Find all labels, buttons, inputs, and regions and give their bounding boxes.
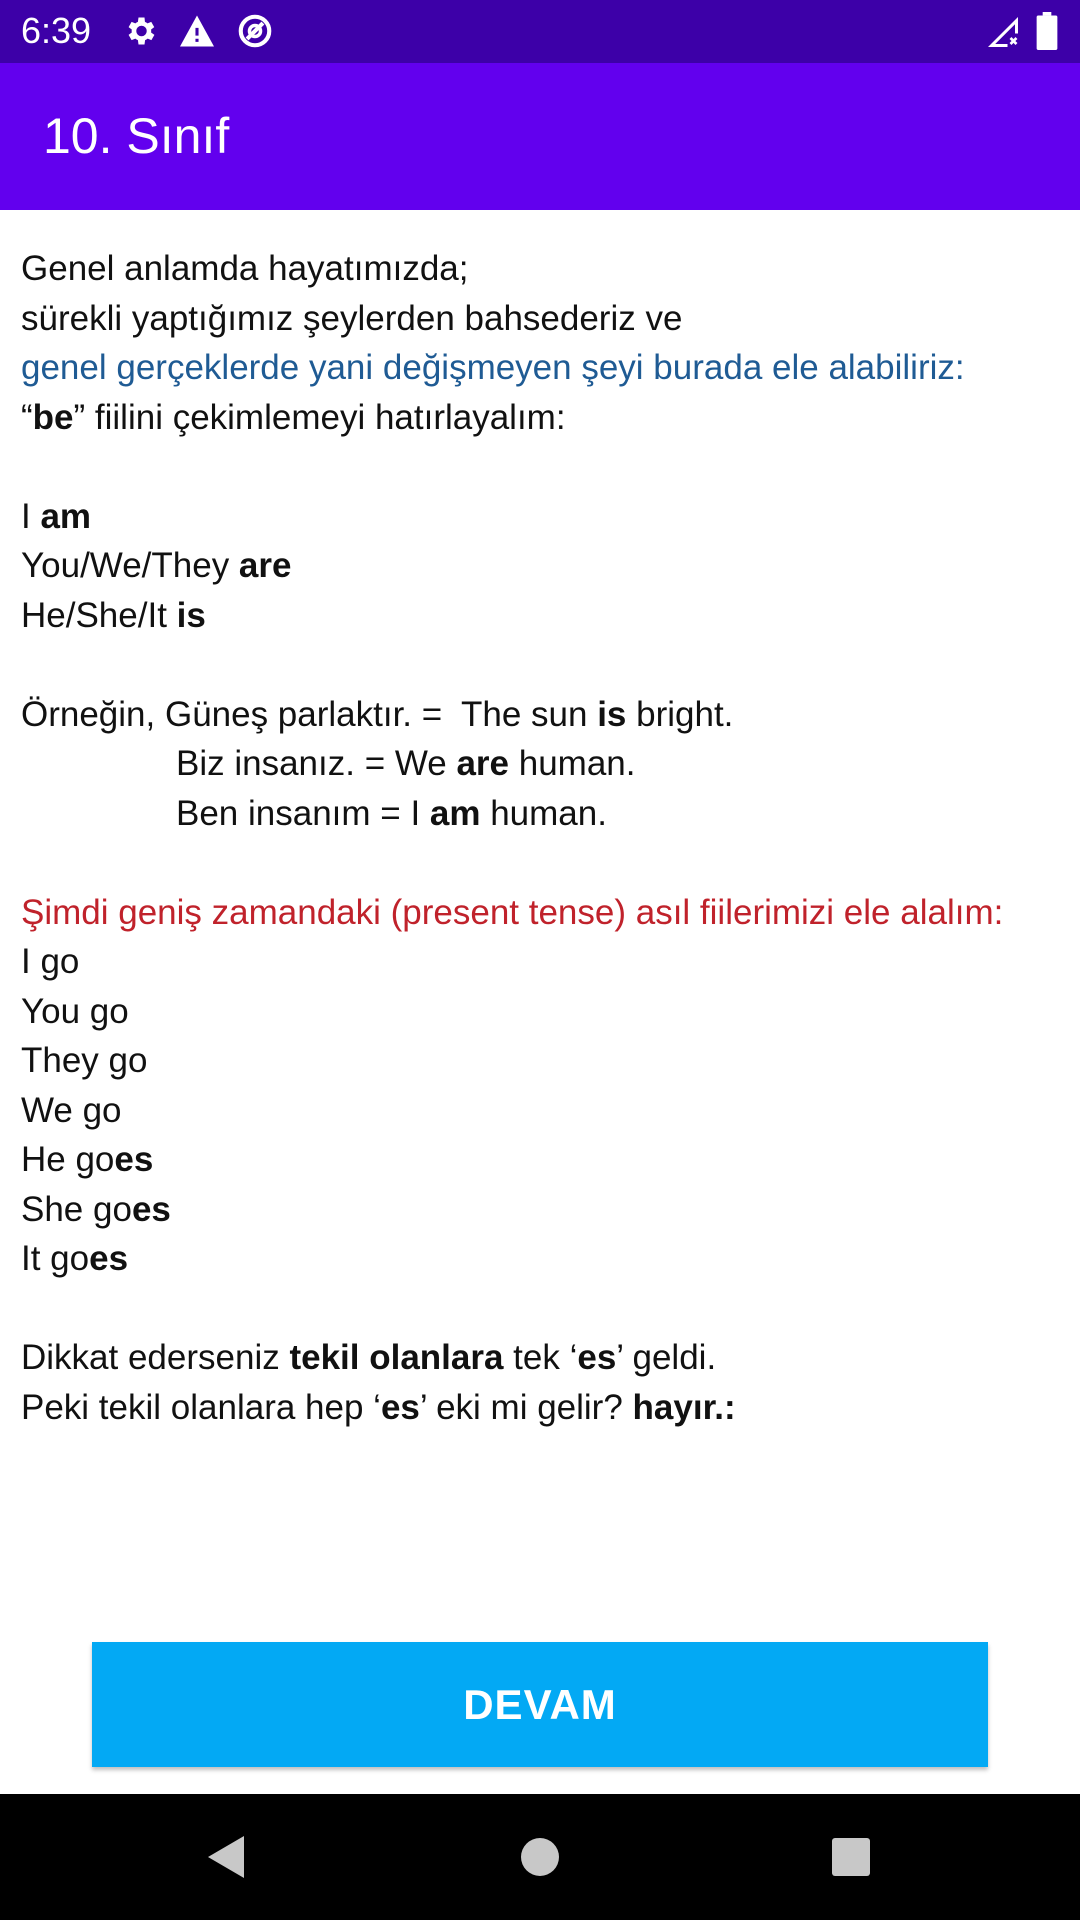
example-post: human.: [509, 744, 636, 783]
be-open-quote: “: [21, 397, 33, 437]
be-verb-line: [21, 393, 1061, 443]
example-pre: Örneğin, Güneş parlaktır. = The sun: [21, 694, 598, 734]
navigation-bar: [0, 1794, 1080, 1920]
app-bar: [0, 63, 1080, 210]
data-saver-icon: [236, 12, 274, 55]
conj-verb: is: [176, 595, 206, 635]
go-line: [21, 1135, 1061, 1185]
go-line: [21, 1234, 1061, 1284]
note-text: ’ eki mi gelir?: [419, 1387, 633, 1427]
no-signal-icon: [985, 14, 1021, 55]
conjugation-line: [21, 541, 1061, 591]
go-text: It go: [21, 1239, 90, 1278]
go-text: You go: [21, 991, 129, 1031]
back-icon[interactable]: [156, 1794, 296, 1920]
example-bold: are: [456, 744, 510, 783]
conj-subject: You/We/They: [21, 546, 239, 585]
conj-subject: He/She/It: [21, 595, 177, 635]
go-line: [21, 1185, 1061, 1235]
note-bold: es: [380, 1387, 420, 1427]
intro-line-1: Genel anlamda hayatımızda;: [21, 249, 469, 288]
present-tense-heading: Şimdi geniş zamandaki (present tense) asıl fiilerimizi ele alalım:: [21, 892, 1004, 932]
note-line-1: [21, 1333, 1061, 1383]
example-line: [21, 690, 1061, 740]
go-text: We go: [21, 1090, 122, 1130]
note-text: Dikkat ederseniz: [21, 1338, 290, 1377]
example-bold: is: [597, 694, 627, 734]
example-post: human.: [480, 793, 607, 833]
go-text: They go: [21, 1041, 148, 1080]
be-word: be: [32, 397, 74, 437]
go-text: I go: [21, 942, 80, 981]
go-suffix: es: [131, 1189, 171, 1229]
note-text: ’ geldi.: [616, 1338, 717, 1377]
example-line: [21, 739, 1061, 789]
home-icon[interactable]: [470, 1794, 610, 1920]
example-post: bright.: [626, 694, 734, 734]
note-line-2: [21, 1383, 1061, 1433]
intro-line-2: sürekli yaptığımız şeylerden bahsederiz ve: [21, 298, 683, 338]
example-bold: am: [429, 793, 481, 833]
example-pre: Biz insanız. = We: [176, 744, 457, 783]
note-bold: es: [577, 1338, 617, 1377]
warning-icon: [178, 14, 216, 53]
page-title: 10. Sınıf: [43, 108, 230, 164]
battery-icon: [1036, 12, 1058, 55]
go-line: [21, 937, 1061, 987]
lesson-content: [21, 244, 1061, 1432]
go-line: [21, 1036, 1061, 1086]
note-bold: hayır.:: [632, 1387, 736, 1427]
status-bar: [0, 0, 1080, 63]
note-text: Peki tekil olanlara hep ‘: [21, 1387, 381, 1427]
go-line: [21, 987, 1061, 1037]
devam-button[interactable]: DEVAM: [92, 1642, 988, 1767]
go-text: He go: [21, 1140, 115, 1179]
go-text: She go: [21, 1189, 132, 1229]
gear-icon: [122, 13, 158, 54]
conjugation-line: [21, 492, 1061, 542]
be-rest: ” fiilini çekimlemeyi hatırlayalım:: [73, 397, 566, 437]
example-line: [21, 789, 1061, 839]
note-text: tek ‘: [503, 1338, 578, 1377]
conjugation-line: [21, 591, 1061, 641]
conj-verb: are: [238, 546, 292, 585]
go-suffix: es: [89, 1239, 129, 1278]
conj-subject: I: [21, 496, 41, 536]
conj-verb: am: [40, 496, 92, 536]
note-bold: tekil olanlara: [289, 1338, 504, 1377]
example-pre: Ben insanım = I: [176, 793, 430, 833]
recents-icon[interactable]: [781, 1794, 921, 1920]
go-suffix: es: [114, 1140, 154, 1179]
status-time: 6:39: [21, 10, 92, 51]
intro-line-3: genel gerçeklerde yani değişmeyen şeyi burada ele alabiliriz:: [21, 348, 965, 387]
go-line: [21, 1086, 1061, 1136]
